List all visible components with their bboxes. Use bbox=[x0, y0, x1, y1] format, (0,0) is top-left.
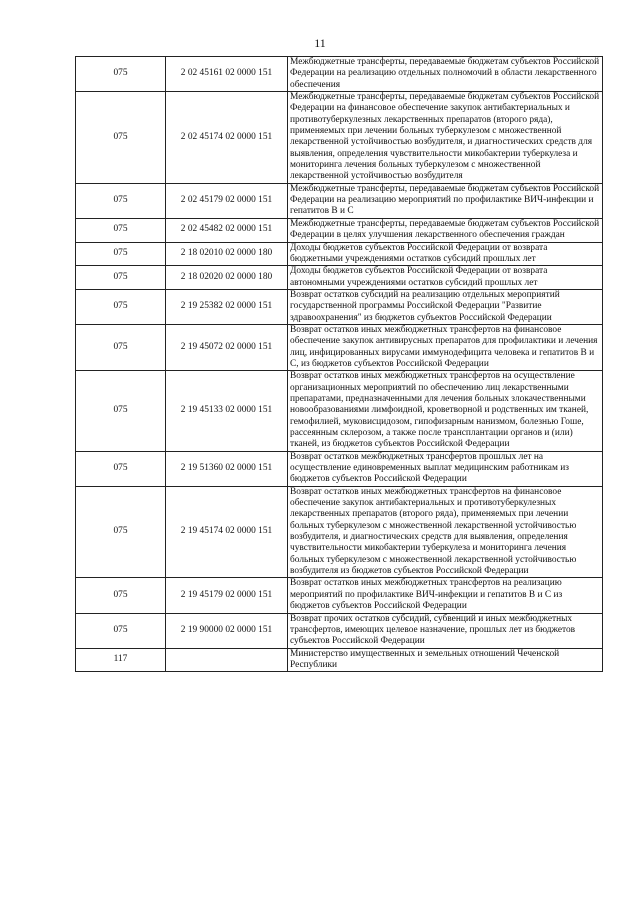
budget-classification-code-cell: 2 19 51360 02 0000 151 bbox=[166, 451, 288, 486]
revenue-name-cell: Межбюджетные трансферты, передаваемые бюджетам субъектов Российской Федерации на реализацию мероприятий по профилактике ВИЧ-инфекции и гепатитов В и С bbox=[288, 183, 603, 218]
table-row bbox=[76, 486, 603, 578]
revenue-name-cell: Доходы бюджетов субъектов Российской Федерации от возврата автономными учреждениями остатков субсидий прошлых лет bbox=[288, 266, 603, 290]
budget-classification-code-cell: 2 18 02010 02 0000 180 bbox=[166, 242, 288, 266]
revenue-name-cell: Возврат остатков иных межбюджетных трансфертов на финансовое обеспечение закупок антибактериальных и противотуберкулезных лекарственных препаратов (второго ряда), применяемых при лечении больных туберкулезом с множественной лекарственной устойчивостью возбудителя, и диагностических средств для выявления, определения чувствительности микобактерии туберкулеза и мониторинга лечения больных туберкулезом с множественной лекарственной устойчивостью возбудителя из бюджетов субъектов Российской Федерации bbox=[288, 486, 603, 578]
table-row bbox=[76, 578, 603, 613]
table-body bbox=[76, 57, 603, 672]
revenue-codes-table bbox=[75, 56, 603, 672]
revenue-name-cell: Возврат прочих остатков субсидий, субвенций и иных межбюджетных трансфертов, имеющих целевое назначение, прошлых лет из бюджетов субъектов Российской Федерации bbox=[288, 613, 603, 648]
revenue-name-cell: Возврат остатков иных межбюджетных трансфертов на финансовое обеспечение закупок антивирусных препаратов для профилактики и лечения лиц, инфицированных вирусами иммунодефицита человека и гепатитов В и С, из бюджетов субъектов Российской Федерации bbox=[288, 324, 603, 370]
budget-classification-code-cell: 2 19 45174 02 0000 151 bbox=[166, 486, 288, 578]
table-row bbox=[76, 92, 603, 184]
budget-classification-code-cell: 2 19 45179 02 0000 151 bbox=[166, 578, 288, 613]
revenue-name-cell: Возврат остатков межбюджетных трансфертов прошлых лет на осуществление единовременных выплат медицинским работникам из бюджетов субъектов Российской Федерации bbox=[288, 451, 603, 486]
table-row bbox=[76, 451, 603, 486]
revenue-name-cell: Межбюджетные трансферты, передаваемые бюджетам субъектов Российской Федерации на реализацию отдельных полномочий в области лекарственного обеспечения bbox=[288, 57, 603, 92]
revenue-name-cell: Межбюджетные трансферты, передаваемые бюджетам субъектов Российской Федерации на финансовое обеспечение закупок антибактериальных и противотуберкулезных лекарственных препаратов (второго ряда), применяемых при лечении больных туберкулезом с множественной лекарственной устойчивостью возбудителя, и диагностических средств для выявления, определения чувствительности микобактерии туберкулеза и мониторинга лечения больных туберкулезом с множественной лекарственной устойчивостью возбудителя bbox=[288, 92, 603, 184]
table-row bbox=[76, 183, 603, 218]
budget-classification-code-cell: 2 02 45174 02 0000 151 bbox=[166, 92, 288, 184]
table-row bbox=[76, 289, 603, 324]
admin-code-cell: 075 bbox=[76, 218, 166, 242]
revenue-name-cell: Доходы бюджетов субъектов Российской Федерации от возврата бюджетными учреждениями остатков субсидий прошлых лет bbox=[288, 242, 603, 266]
budget-classification-code-cell: 2 18 02020 02 0000 180 bbox=[166, 266, 288, 290]
budget-classification-code-cell: 2 02 45161 02 0000 151 bbox=[166, 57, 288, 92]
admin-code-cell: 075 bbox=[76, 92, 166, 184]
revenue-name-cell: Возврат остатков иных межбюджетных трансфертов на реализацию мероприятий по профилактике ВИЧ-инфекции и гепатитов В и С из бюджетов субъектов Российской Федерации bbox=[288, 578, 603, 613]
budget-classification-code-cell: 2 02 45179 02 0000 151 bbox=[166, 183, 288, 218]
table-row bbox=[76, 242, 603, 266]
budget-classification-code-cell: 2 19 45133 02 0000 151 bbox=[166, 371, 288, 451]
table-row bbox=[76, 57, 603, 92]
admin-code-cell: 075 bbox=[76, 613, 166, 648]
admin-code-cell: 075 bbox=[76, 242, 166, 266]
page-number: 11 bbox=[314, 36, 326, 50]
table-row bbox=[76, 371, 603, 451]
table-row bbox=[76, 648, 603, 672]
budget-classification-code-cell: 2 19 25382 02 0000 151 bbox=[166, 289, 288, 324]
revenue-name-cell: Возврат остатков субсидий на реализацию отдельных мероприятий государственной программы Российской Федерации "Развитие здравоохранения" из бюджетов субъектов Российской Федерации bbox=[288, 289, 603, 324]
table-row bbox=[76, 613, 603, 648]
revenue-name-cell: Возврат остатков иных межбюджетных трансфертов на осуществление организационных мероприятий по обеспечению лиц лекарственными препаратами, предназначенными для лечения больных злокачественными новообразованиями лимфоидной, кроветворной и родственных им тканей, гемофилией, муковисцидозом, гипофизарным нанизмом, болезнью Гоше, рассеянным склерозом, а также после трансплантации органов и (или) тканей, из бюджетов субъектов Российской Федерации bbox=[288, 371, 603, 451]
admin-code-cell: 075 bbox=[76, 371, 166, 451]
table-row bbox=[76, 266, 603, 290]
admin-code-cell: 075 bbox=[76, 451, 166, 486]
budget-classification-code-cell: 2 02 45482 02 0000 151 bbox=[166, 218, 288, 242]
admin-code-cell: 075 bbox=[76, 289, 166, 324]
admin-code-cell: 075 bbox=[76, 57, 166, 92]
revenue-name-cell: Министерство имущественных и земельных отношений Чеченской Республики bbox=[288, 648, 603, 672]
admin-code-cell: 117 bbox=[76, 648, 166, 672]
table-row bbox=[76, 324, 603, 370]
admin-code-cell: 075 bbox=[76, 324, 166, 370]
budget-classification-code-cell: 2 19 45072 02 0000 151 bbox=[166, 324, 288, 370]
admin-code-cell: 075 bbox=[76, 266, 166, 290]
revenue-name-cell: Межбюджетные трансферты, передаваемые бюджетам субъектов Российской Федерации в целях улучшения лекарственного обеспечения граждан bbox=[288, 218, 603, 242]
admin-code-cell: 075 bbox=[76, 578, 166, 613]
table-row bbox=[76, 218, 603, 242]
budget-classification-code-cell bbox=[166, 648, 288, 672]
admin-code-cell: 075 bbox=[76, 183, 166, 218]
budget-classification-code-cell: 2 19 90000 02 0000 151 bbox=[166, 613, 288, 648]
admin-code-cell: 075 bbox=[76, 486, 166, 578]
